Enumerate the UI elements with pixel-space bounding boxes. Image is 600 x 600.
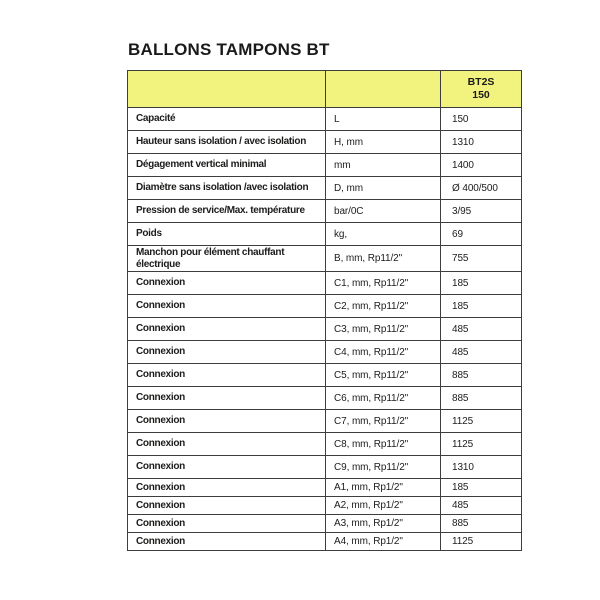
- table-row: [128, 341, 522, 364]
- cell-unit: A3, mm, Rp1/2": [326, 515, 441, 533]
- table-row: [128, 479, 522, 497]
- cell-value: 185: [441, 295, 522, 318]
- table-row: [128, 456, 522, 479]
- cell-unit: A1, mm, Rp1/2": [326, 479, 441, 497]
- cell-label: Connexion: [128, 456, 326, 479]
- cell-unit: L: [326, 108, 441, 131]
- cell-label: Connexion: [128, 433, 326, 456]
- cell-unit: A2, mm, Rp1/2": [326, 497, 441, 515]
- table-row: [128, 364, 522, 387]
- cell-label: Connexion: [128, 364, 326, 387]
- cell-label: Connexion: [128, 479, 326, 497]
- table-row: [128, 272, 522, 295]
- cell-label: Connexion: [128, 410, 326, 433]
- cell-unit: C9, mm, Rp11/2": [326, 456, 441, 479]
- cell-value: 885: [441, 387, 522, 410]
- cell-label: Poids: [128, 223, 326, 246]
- cell-unit: C4, mm, Rp11/2": [326, 341, 441, 364]
- cell-label: Manchon pour élément chauffant électrique: [128, 246, 326, 272]
- cell-value: 755: [441, 246, 522, 272]
- table-row: [128, 433, 522, 456]
- cell-unit: mm: [326, 154, 441, 177]
- cell-value: Ø 400/500: [441, 177, 522, 200]
- cell-value: 3/95: [441, 200, 522, 223]
- header-cell-unit: [326, 71, 441, 108]
- cell-unit: B, mm, Rp11/2": [326, 246, 441, 272]
- cell-unit: C2, mm, Rp11/2": [326, 295, 441, 318]
- cell-label: Connexion: [128, 387, 326, 410]
- spec-table: [127, 70, 522, 551]
- cell-unit: bar/0C: [326, 200, 441, 223]
- cell-unit: C3, mm, Rp11/2": [326, 318, 441, 341]
- table-row: [128, 387, 522, 410]
- cell-value: 1310: [441, 131, 522, 154]
- cell-label: Connexion: [128, 318, 326, 341]
- cell-value: 485: [441, 497, 522, 515]
- table-body: [128, 108, 522, 551]
- page-title: BALLONS TAMPONS BT: [128, 40, 330, 59]
- table-row: [128, 108, 522, 131]
- cell-label: Connexion: [128, 515, 326, 533]
- cell-unit: A4, mm, Rp1/2": [326, 533, 441, 551]
- table-row: [128, 295, 522, 318]
- cell-value: 1400: [441, 154, 522, 177]
- table-header-row: [128, 71, 522, 108]
- table-row: [128, 410, 522, 433]
- cell-value: 1310: [441, 456, 522, 479]
- cell-value: 150: [441, 108, 522, 131]
- cell-label: Diamètre sans isolation /avec isolation: [128, 177, 326, 200]
- cell-label: Dégagement vertical minimal: [128, 154, 326, 177]
- model-size: 150: [472, 89, 490, 101]
- table-row: [128, 177, 522, 200]
- cell-unit: H, mm: [326, 131, 441, 154]
- table-row: [128, 533, 522, 551]
- table-row: [128, 246, 522, 272]
- cell-unit: kg,: [326, 223, 441, 246]
- cell-label: Pression de service/Max. température: [128, 200, 326, 223]
- cell-unit: C7, mm, Rp11/2": [326, 410, 441, 433]
- cell-value: 885: [441, 364, 522, 387]
- cell-value: 1125: [441, 433, 522, 456]
- cell-label: Connexion: [128, 341, 326, 364]
- cell-value: 185: [441, 479, 522, 497]
- table-row: [128, 200, 522, 223]
- model-name: BT2S: [467, 75, 495, 88]
- cell-unit: C6, mm, Rp11/2": [326, 387, 441, 410]
- cell-unit: C5, mm, Rp11/2": [326, 364, 441, 387]
- table-row: [128, 318, 522, 341]
- table-row: [128, 131, 522, 154]
- table-row: [128, 223, 522, 246]
- header-cell-model: [441, 71, 522, 108]
- table-header: [128, 71, 522, 108]
- cell-value: 1125: [441, 533, 522, 551]
- table-row: [128, 154, 522, 177]
- table-row: [128, 497, 522, 515]
- cell-value: 185: [441, 272, 522, 295]
- cell-label: Connexion: [128, 295, 326, 318]
- cell-label: Connexion: [128, 272, 326, 295]
- cell-value: 885: [441, 515, 522, 533]
- cell-unit: D, mm: [326, 177, 441, 200]
- cell-value: 485: [441, 318, 522, 341]
- cell-label: Connexion: [128, 497, 326, 515]
- cell-value: 69: [441, 223, 522, 246]
- table-row: [128, 515, 522, 533]
- cell-unit: C1, mm, Rp11/2": [326, 272, 441, 295]
- header-cell-label: [128, 71, 326, 108]
- cell-unit: C8, mm, Rp11/2": [326, 433, 441, 456]
- cell-value: 1125: [441, 410, 522, 433]
- cell-label: Connexion: [128, 533, 326, 551]
- cell-label: Capacité: [128, 108, 326, 131]
- cell-label: Hauteur sans isolation / avec isolation: [128, 131, 326, 154]
- cell-value: 485: [441, 341, 522, 364]
